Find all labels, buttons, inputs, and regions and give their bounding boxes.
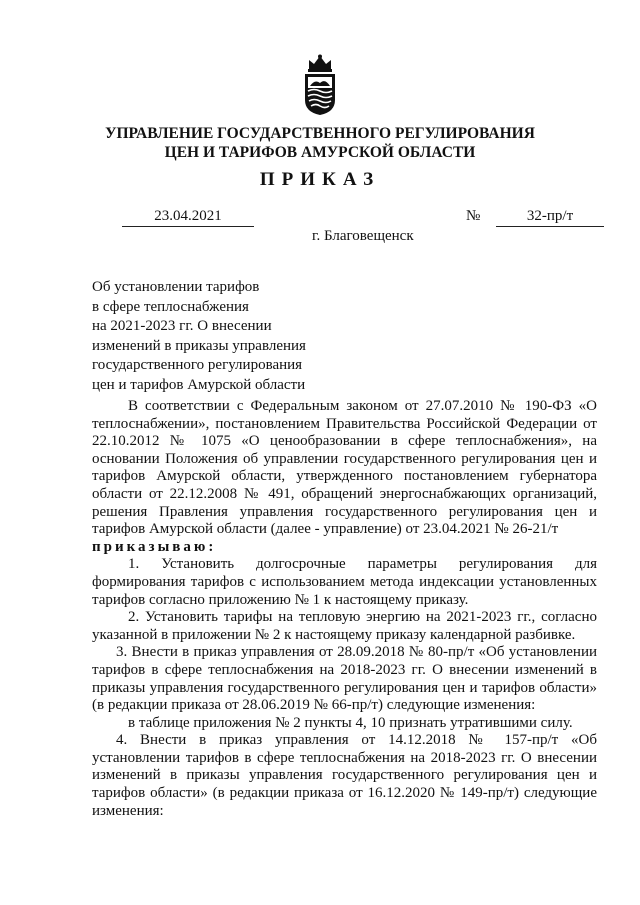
order-body: [92, 398, 597, 820]
subject-line: на 2021-2023 гг. О внесении: [92, 318, 272, 334]
coat-of-arms-icon: [300, 54, 340, 116]
document-type-title: ПРИКАЗ: [259, 169, 381, 190]
item-1: 1. Установить долгосрочные параметры регулирования для формирования тарифов с использованием метода индексации установленных тарифов согласно приложению № 1 к настоящему приказу.: [92, 556, 597, 608]
order-number: 32-пр/т: [496, 207, 604, 227]
subject-line: Об установлении тарифов: [92, 279, 260, 295]
subject-line: цен и тарифов Амурской области: [92, 376, 306, 393]
item-3-subitem: в таблице приложения № 2 пункты 4, 10 признать утратившими силу.: [128, 714, 573, 731]
number-sign: №: [466, 208, 481, 224]
org-name-line2: ЦЕН И ТАРИФОВ АМУРСКОЙ ОБЛАСТИ: [164, 144, 476, 161]
order-date: 23.04.2021: [122, 207, 254, 227]
org-name-line1: УПРАВЛЕНИЕ ГОСУДАРСТВЕННОГО РЕГУЛИРОВАНИЯ: [105, 125, 535, 142]
item-4: 4. Внести в приказ управления от 14.12.2018 № 157-пр/т «Об установлении тарифов в сфере теплоснабжения на 2018-2023 гг. О внесении изменений в приказы управления государственного регулирования цен и тарифов области» (в редакции приказа от 16.12.2020 № 149-пр/т) следующие изменения:: [92, 732, 597, 819]
preamble-paragraph: В соответствии с Федеральным законом от 27.07.2010 № 190-ФЗ «О теплоснабжении», постановлением Правительства Российской Федерации от 22.10.2012 № 1075 «О ценообразовании в сфере теплоснабжения», на основании Положения об управлении государственного регулирования цен и тарифов Амурской области, утвержденного постановлением губернатора области от 22.12.2008 № 491, обращений энергоснабжающих организаций, решения Правления управления государственного регулирования цен и тарифов Амурской области (далее - управление) от 23.04.2021 № 26-21/т: [92, 398, 597, 538]
city: г. Благовещенск: [312, 228, 414, 244]
item-2: 2. Установить тарифы на тепловую энергию на 2021-2023 гг., согласно указанной в приложении № 2 к настоящему приказу календарной разбивке.: [92, 609, 597, 643]
order-subject: [92, 278, 322, 395]
order-word: приказываю:: [92, 538, 217, 555]
subject-line: изменений в приказы управления: [92, 337, 306, 354]
subject-line: государственного регулирования: [92, 357, 303, 373]
item-3: 3. Внести в приказ управления от 28.09.2018 № 80-пр/т «Об установлении тарифов в сфере теплоснабжения на 2018-2023 гг. О внесении изменений в приказы управления государственного регулирования цен и тарифов области» (в редакции приказа от 28.06.2019 № 66-пр/т) следующие изменения:: [92, 644, 597, 714]
subject-line: в сфере теплоснабжения: [92, 298, 249, 315]
